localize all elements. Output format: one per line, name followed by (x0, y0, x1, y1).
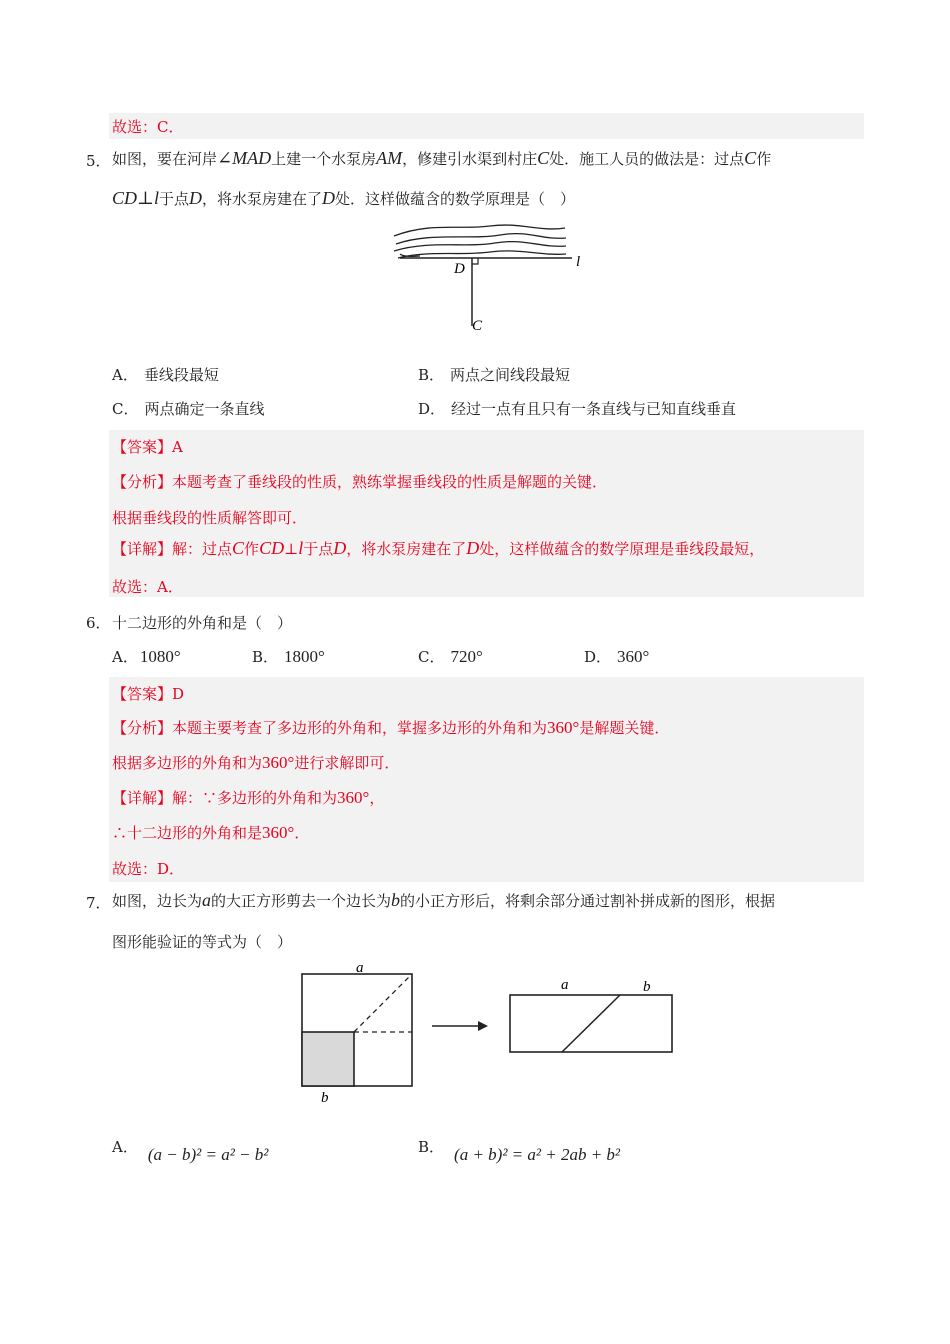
fig-label-l: l (576, 254, 581, 270)
q7-option-a[interactable]: A． (a − b)² = a² − b² (112, 1138, 269, 1164)
q5-option-b[interactable]: B． 两点之间线段最短 (418, 366, 571, 384)
fig-label-c: C (472, 318, 483, 334)
q5-analysis2: 根据垂线段的性质解答即可． (112, 509, 308, 527)
fig-label-b-left: b (321, 1090, 329, 1106)
q6-option-b[interactable]: B． 1800° (252, 647, 325, 666)
q5-stem-line1: 如图，要在河岸∠MAD上建一个水泵房AM，修建引水渠到村庄C处．施工人员的做法是：过点C作 (112, 148, 772, 168)
q5-choose: 故选：A． (112, 578, 183, 596)
q5-option-a[interactable]: A． 垂线段最短 (112, 366, 219, 384)
q4-answer-box (109, 113, 864, 139)
q7-number: 7． (86, 894, 111, 912)
q5-answer: 【答案】A (112, 438, 183, 456)
q6-number: 6． (86, 614, 111, 632)
q5-analysis: 【分析】本题考查了垂线段的性质，熟练掌握垂线段的性质是解题的关键． (112, 473, 608, 491)
q6-detail: 【详解】解：∵多边形的外角和为360°， (112, 788, 385, 807)
q6-option-a[interactable]: A． 1080° (112, 647, 181, 666)
q7-square-figure (290, 956, 690, 1111)
q6-option-d[interactable]: D． 360° (584, 647, 650, 666)
q5-option-d[interactable]: D． 经过一点有且只有一条直线与已知直线垂直 (418, 400, 737, 418)
q5-option-c[interactable]: C． 两点确定一条直线 (112, 400, 265, 418)
q5-detail: 【详解】解：过点C作CD⊥l于点D，将水泵房建在了D处，这样做蕴含的数学原理是垂线段最短， (112, 538, 765, 558)
q6-detail2: ∴十二边形的外角和是360°． (112, 823, 310, 842)
q6-option-c[interactable]: C． 720° (418, 647, 483, 666)
q7-option-b[interactable]: B． (a + b)² = a² + 2ab + b² (418, 1138, 621, 1164)
q7-stem-line2: 图形能验证的等式为（ ） (112, 933, 293, 951)
fig-label-a-right: a (561, 977, 569, 993)
q6-answer: 【答案】D (112, 685, 185, 703)
q7-stem-line1: 如图，边长为a的大正方形剪去一个边长为b的小正方形后，将剩余部分通过割补拼成新的图形，根据 (112, 890, 776, 910)
fig-label-b-right: b (643, 979, 651, 995)
fig-label-a-left: a (356, 960, 364, 976)
q6-choose: 故选：D． (112, 860, 185, 878)
fig-label-d: D (454, 261, 465, 277)
q6-analysis: 【分析】本题主要考查了多边形的外角和，掌握多边形的外角和为360°是解题关键． (112, 718, 670, 737)
q6-answer-box (109, 677, 864, 882)
q5-river-figure (390, 218, 590, 338)
q4-choose: 故选：C． (112, 118, 184, 136)
q5-number: 5． (86, 152, 111, 170)
q5-stem-line2: CD⊥l于点D，将水泵房建在了D处．这样做蕴含的数学原理是（ ） (112, 188, 576, 208)
q6-stem: 十二边形的外角和是（ ） (112, 614, 293, 632)
q6-analysis2: 根据多边形的外角和为360°进行求解即可． (112, 753, 400, 772)
